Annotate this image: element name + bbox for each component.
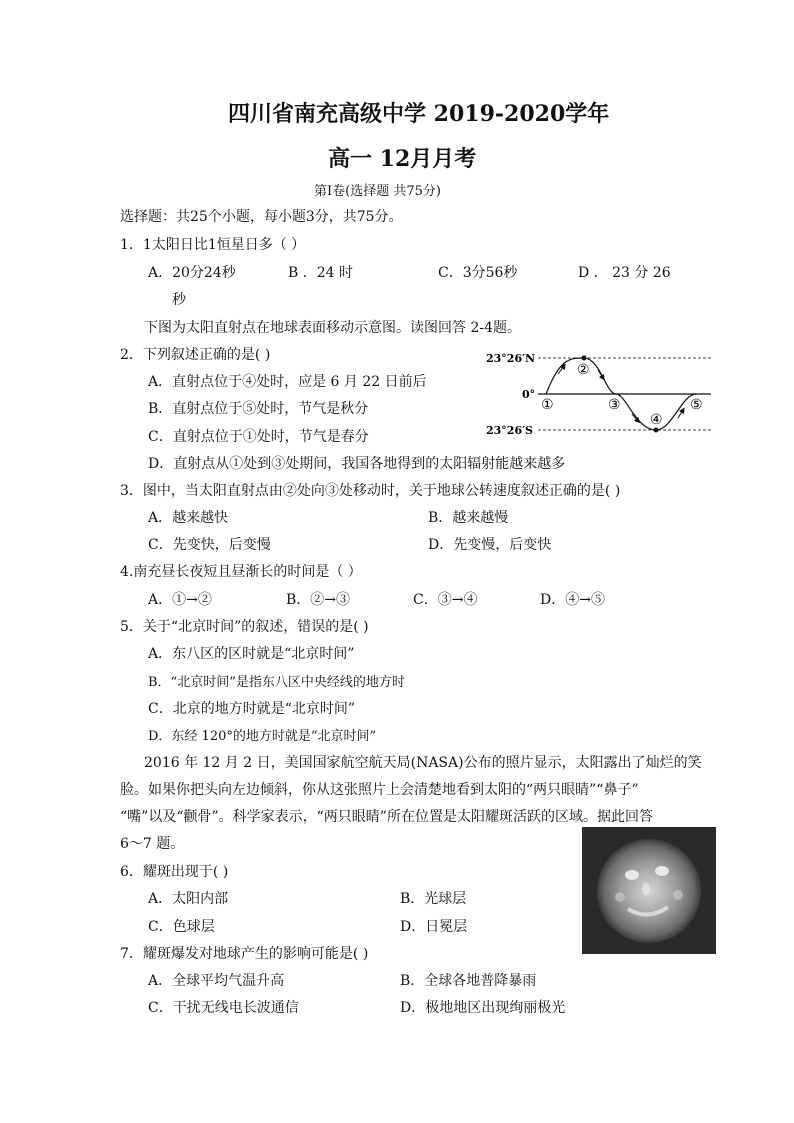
label-tropic-south: 23°26′S (486, 424, 533, 437)
q3-option-d: D．先变慢，后变快 (428, 537, 552, 553)
q2-option-d: D．直射点从①处到③处期间，我国各地得到的太阳辐射能越来越多 (148, 456, 566, 472)
page-title-line1: 四川省南充高级中学 2019-2020学年 (228, 101, 610, 127)
q7-option-a: A．全球平均气温升高 (148, 973, 285, 989)
intro-2-4: 下图为太阳直射点在地球表面移动示意图。读图回答 2-4题。 (144, 320, 521, 336)
point-label-2: ② (577, 362, 590, 378)
q7-stem: 7．耀斑爆发对地球产生的影响可能是( ) (120, 946, 369, 962)
point-label-5: ⑤ (690, 397, 703, 413)
q4-option-b: B．②→③ (286, 592, 351, 608)
q7-option-b: B．全球各地普降暴雨 (400, 973, 537, 989)
point-label-3: ③ (608, 397, 621, 413)
q1-option-b: B ．24 时 (288, 265, 354, 281)
q2-option-c: C．直射点位于①处时，节气是春分 (148, 429, 369, 445)
q1-stem: 1．1太阳日比1恒星日多（ ） (120, 237, 306, 253)
passage-line-3: “嘴”以及“颧骨”。科学家表示，“两只眼睛”所在位置是太阳耀斑活跃的区域。据此回答 (120, 809, 653, 825)
point-marker (582, 356, 587, 361)
arrow-icon (678, 410, 683, 418)
q4-option-c: C．③→④ (413, 592, 478, 608)
q7-option-d: D．极地地区出现绚丽极光 (400, 1000, 566, 1016)
point-marker (654, 428, 659, 433)
q3-option-b: B．越来越慢 (428, 510, 509, 526)
q5-option-d: D．东经 120°的地方时就是“北京时间” (148, 729, 377, 744)
sun-photo (582, 827, 716, 954)
passage-line-2: 脸。如果你把头向左边倾斜，你从这张照片上会清楚地看到太阳的“两只眼睛”“鼻子” (120, 782, 639, 798)
q2-option-a: A．直射点位于④处时，应是 6 月 22 日前后 (148, 374, 427, 390)
q5-option-b: B．“北京时间”是指东八区中央经线的地方时 (148, 675, 405, 690)
section-heading: 第Ⅰ卷(选择题 共75分) (314, 184, 441, 199)
q1-option-d: D ． 23 分 26 (578, 265, 671, 281)
q6-option-c: C．色球层 (148, 919, 215, 935)
q3-option-a: A．越来越快 (148, 510, 229, 526)
q4-stem: 4.南充昼长夜短且昼渐长的时间是（ ） (120, 564, 362, 580)
passage-line-1: 2016 年 12 月 2 日，美国国家航空航天局(NASA)公布的照片显示，太阳露出了灿烂的笑 (144, 755, 702, 771)
q7-option-c: C．干扰无线电长波通信 (148, 1000, 299, 1016)
q1-option-c: C．3分56秒 (438, 265, 518, 281)
passage-line-4: 6～7 题。 (120, 836, 185, 852)
q1-option-a: A．20分24秒 (148, 265, 236, 281)
q6-option-b: B．光球层 (400, 891, 467, 907)
point-label-1: ① (541, 397, 554, 413)
page-title-line2: 高一 12月月考 (328, 146, 477, 172)
q3-option-c: C．先变快，后变慢 (148, 537, 271, 553)
q4-option-a: A．①→② (148, 592, 212, 608)
point-label-4: ④ (650, 412, 663, 428)
label-tropic-north: 23°26′N (486, 352, 536, 365)
arrow-icon (598, 370, 603, 378)
q5-option-c: C．北京的地方时就是“北京时间” (148, 701, 356, 717)
q5-stem: 5．关于“北京时间”的叙述，错误的是( ) (120, 619, 369, 635)
label-equator: 0° (522, 388, 536, 401)
q6-option-a: A．太阳内部 (148, 891, 229, 907)
arrow-icon (558, 366, 564, 374)
subsolar-point-diagram (486, 348, 716, 440)
q2-option-b: B．直射点位于⑤处时，节气是秋分 (148, 401, 369, 417)
q6-stem: 6．耀斑出现于( ) (120, 864, 229, 880)
q5-option-a: A．东八区的区时就是“北京时间” (148, 646, 355, 662)
q2-stem: 2．下列叙述正确的是( ) (120, 347, 271, 363)
q3-stem: 3．图中，当太阳直射点由②处向③处移动时，关于地球公转速度叙述正确的是( ) (120, 483, 621, 499)
instruction-text: 选择题：共25个小题，每小题3分，共75分。 (120, 209, 403, 225)
q6-option-d: D．日冕层 (400, 919, 468, 935)
q1-option-d-cont: 秒 (172, 292, 186, 308)
q4-option-d: D．④→⑤ (540, 592, 605, 608)
